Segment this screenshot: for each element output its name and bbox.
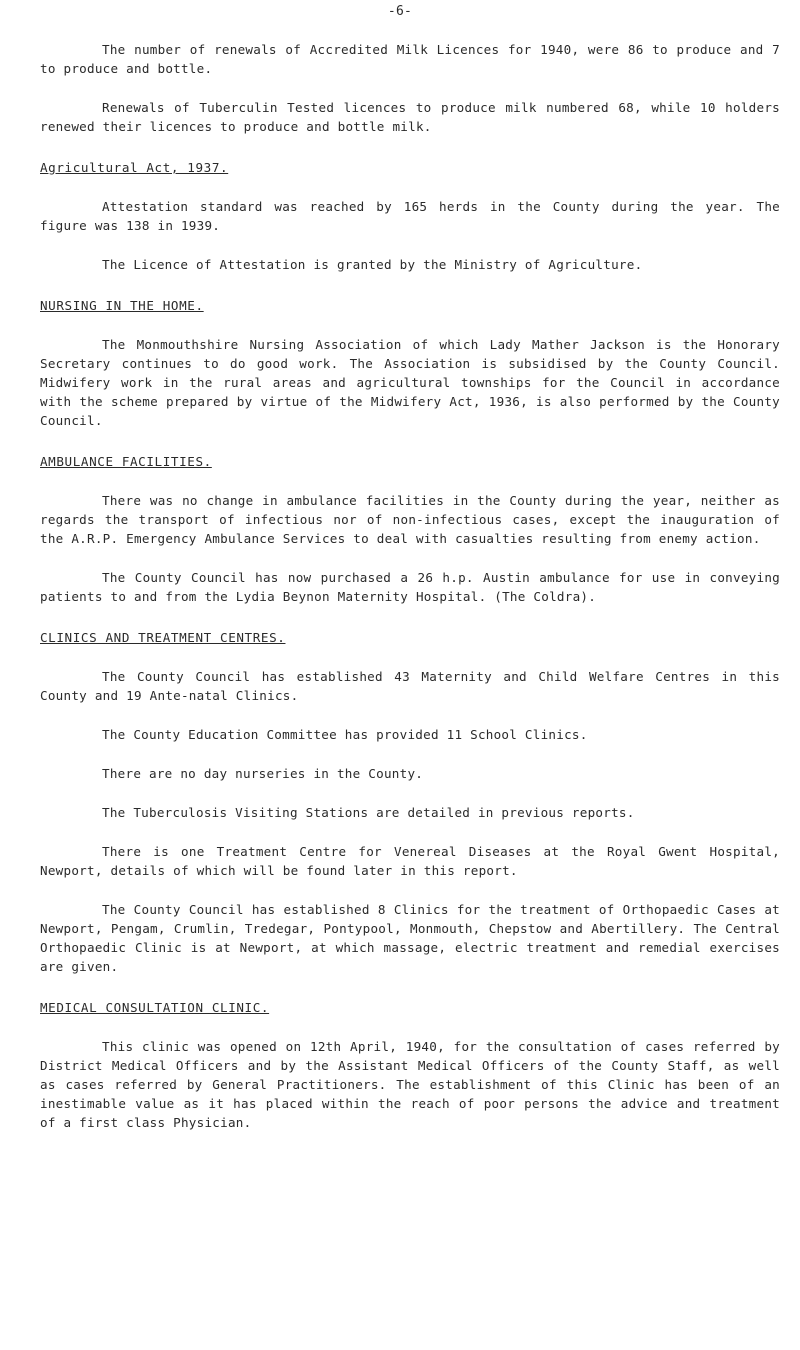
paragraph: Attestation standard was reached by 165 herds in the County during the year. The figure was 138 in 1939. (40, 199, 780, 233)
section-heading-ambulance: AMBULANCE FACILITIES. (40, 454, 212, 469)
section-heading-agricultural-act: Agricultural Act, 1937. (40, 160, 229, 175)
paragraph: The County Council has now purchased a 26 h.p. Austin ambulance for use in conveying patients to and from the Lydia Beynon Maternity Hospital. (The Coldra). (40, 570, 780, 604)
paragraph: This clinic was opened on 12th April, 1940, for the consultation of cases referred by District Medical Officers and by the Assistant Medical Officers of the County Staff, as well as cases referred by General Practitioners. The establishment of this Clinic has been of an inestimable value as it has placed within the reach of poor persons the advice and treatment of a first class Physician. (40, 1039, 780, 1130)
paragraph: The number of renewals of Accredited Milk Licences for 1940, were 86 to produce and 7 to produce and bottle. (40, 42, 780, 76)
paragraph: Renewals of Tuberculin Tested licences to produce milk numbered 68, while 10 holders renewed their licences to produce and bottle milk. (40, 100, 780, 134)
section-heading-nursing: NURSING IN THE HOME. (40, 298, 204, 313)
paragraph: The Licence of Attestation is granted by the Ministry of Agriculture. (102, 257, 643, 272)
paragraph: There is one Treatment Centre for Venereal Diseases at the Royal Gwent Hospital, Newport, details of which will be found later in this report. (40, 844, 780, 878)
paragraph: The County Council has established 8 Clinics for the treatment of Orthopaedic Cases at Newport, Pengam, Crumlin, Tredegar, Pontypool, Monmouth, Chepstow and Abertillery. The Central Orthopaedic Clinic is at Newport, at which massage, electric treatment and remedial exercises are given. (40, 902, 780, 974)
paragraph: There was no change in ambulance facilities in the County during the year, neither as regards the transport of infectious nor of non-infectious cases, except the inauguration of the A.R.P. Emergency Ambulance Services to deal with casualties resulting from enemy action. (40, 493, 780, 546)
paragraph: The County Education Committee has provided 11 School Clinics. (102, 727, 588, 742)
page-number: -6- (387, 4, 413, 19)
paragraph: The Monmouthshire Nursing Association of which Lady Mather Jackson is the Honorary Secretary continues to do good work. The Association is subsidised by the County Council. Midwifery work in the rural areas and agricultural townships for the Council in accordance with the scheme prepared by virtue of the Midwifery Act, 1936, is also performed by the County Council. (40, 337, 780, 428)
document-body (40, 40, 780, 1132)
paragraph: The Tuberculosis Visiting Stations are detailed in previous reports. (102, 805, 635, 820)
paragraph: The County Council has established 43 Maternity and Child Welfare Centres in this County and 19 Ante-natal Clinics. (40, 669, 780, 703)
section-heading-medical-consultation: MEDICAL CONSULTATION CLINIC. (40, 1000, 270, 1015)
paragraph: There are no day nurseries in the County. (102, 766, 424, 781)
section-heading-clinics: CLINICS AND TREATMENT CENTRES. (40, 630, 286, 645)
